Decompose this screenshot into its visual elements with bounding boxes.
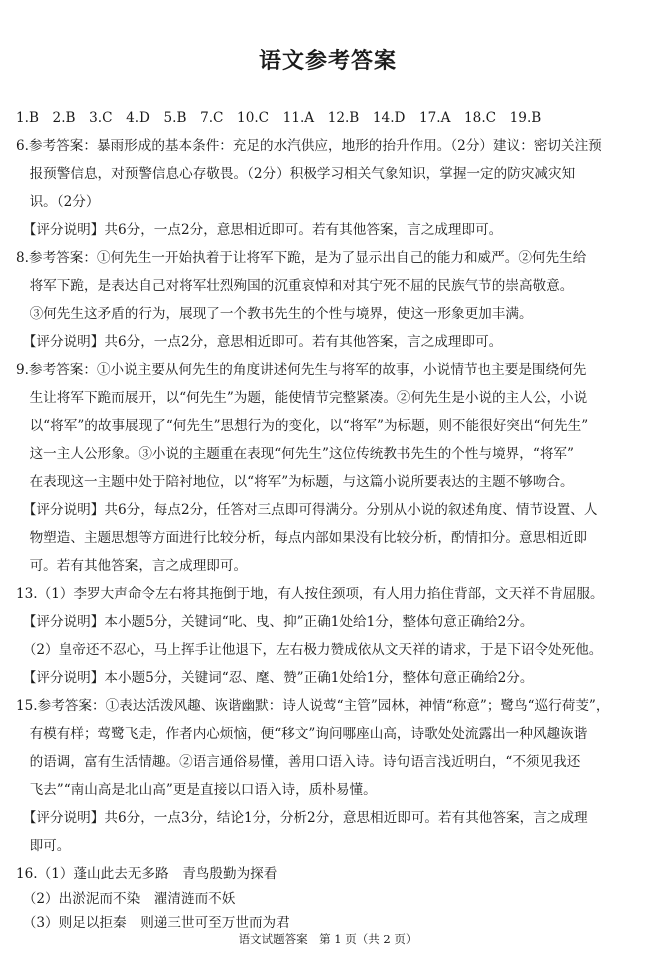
scoring-note: 物塑造、主题思想等方面进行比较分析，每点内部如果没有比较分析，酌情扣分。意思相近即 [16,530,587,546]
answer-line: 8.参考答案：①何先生一开始执着于让将军下跪，是为了显示出自己的能力和威严。②何先生给 [16,250,587,266]
answer-line: 6.参考答案：暴雨形成的基本条件：充足的水汽供应，地形的抬升作用。（2分）建议：密切关注预 [16,138,602,154]
answer-line: 飞去”“南山高是北山高”更是直接以口语入诗，质朴易懂。 [16,782,377,798]
answer-line: 识。（2分） [16,194,100,210]
page-footer: 语文试题答案 第 1 页（共 2 页） [238,932,418,946]
scoring-note: 【评分说明】共6分，一点2分，意思相近即可。若有其他答案，言之成理即可。 [16,334,503,350]
scoring-note: 可。若有其他答案，言之成理即可。 [16,558,248,574]
answer-line: 以“将军”的故事展现了“何先生”思想行为的变化，以“将军”为标题，则不能很好突出“何先生” [16,418,589,434]
answer-line: 的语调，富有生活情趣。②语言通俗易懂，善用口语入诗。诗句语言浅近明白，“不须见我还 [16,754,581,770]
scoring-note: 【评分说明】共6分，每点2分，任答对三点即可得满分。分别从小说的叙述角度、情节设置、人 [16,502,598,518]
page-title: 语文参考答案 [258,48,397,74]
answer-line: 9.参考答案：①小说主要从何先生的角度讲述何先生与将军的故事，小说情节也主要是围绕何先 [16,362,587,378]
scoring-note: 即可。 [16,838,71,854]
answer-line: 16.（1）蓬山此去无多路 青鸟殷勤为探看 [16,866,278,882]
answer-line: 将军下跪，是表达自己对将军壮烈殉国的沉重哀悼和对其宁死不屈的民族气节的崇高敬意。 [16,278,574,294]
answer-line: ③何先生这矛盾的行为，展现了一个教书先生的个性与境界，使这一形象更加丰满。 [16,306,533,322]
answer-line: 在表现这一主题中处于陪衬地位，以“将军”为标题，与这篇小说所要表达的主题不够吻合。 [16,474,574,490]
answer-line: （2）皇帝还不忍心，马上挥手让他退下，左右极力赞成依从文天祥的请求，于是下诏令处死他。 [16,642,603,658]
scoring-note: 【评分说明】本小题5分，关键词“叱、曳、抑”正确1处给1分，整体句意正确给2分。 [16,614,534,630]
answer-line: 1.B 2.B 3.C 4.D 5.B 7.C 10.C 11.A 12.B 14.D 17.A 18.C 19.B [16,110,542,126]
answer-line: （3）则足以拒秦 则递三世可至万世而为君 [16,915,290,931]
answer-line: 这一主人公形象。③小说的主题重在表现“何先生”这位传统教书先生的个性与境界，“将军” [16,446,574,462]
answer-line: 13.（1）李罗大声命令左右将其拖倒于地，有人按住颈项，有人用力掐住背部，文天祥不肯屈服。 [16,586,604,602]
answer-line: 15.参考答案：①表达活泼风趣、诙谐幽默：诗人说莺“主管”园林，神情“称意”；鹭鸟“巡行荷芰”， [16,698,610,714]
answer-line: （2）出淤泥而不染 濯清涟而不妖 [16,891,236,907]
answer-line: 生让将军下跪而展开，以“何先生”为题，能使情节完整紧凑。②何先生是小说的主人公，小说 [16,390,588,406]
answer-line: 报预警信息，对预警信息心存敬畏。（2分）积极学习相关气象知识，掌握一定的防灾减灾知 [16,166,576,182]
answer-line: 有模有样；莺鹭飞走，作者内心烦恼，便“移文”询问哪座山高，诗歌处处流露出一种风趣诙谐 [16,726,588,742]
scoring-note: 【评分说明】共6分，一点3分，结论1分，分析2分，意思相近即可。若有其他答案，言之成理 [16,810,588,826]
scoring-note: 【评分说明】本小题5分，关键词“忍、麾、赞”正确1处给1分，整体句意正确给2分。 [16,670,534,686]
scoring-note: 【评分说明】共6分，一点2分，意思相近即可。若有其他答案，言之成理即可。 [16,222,503,238]
